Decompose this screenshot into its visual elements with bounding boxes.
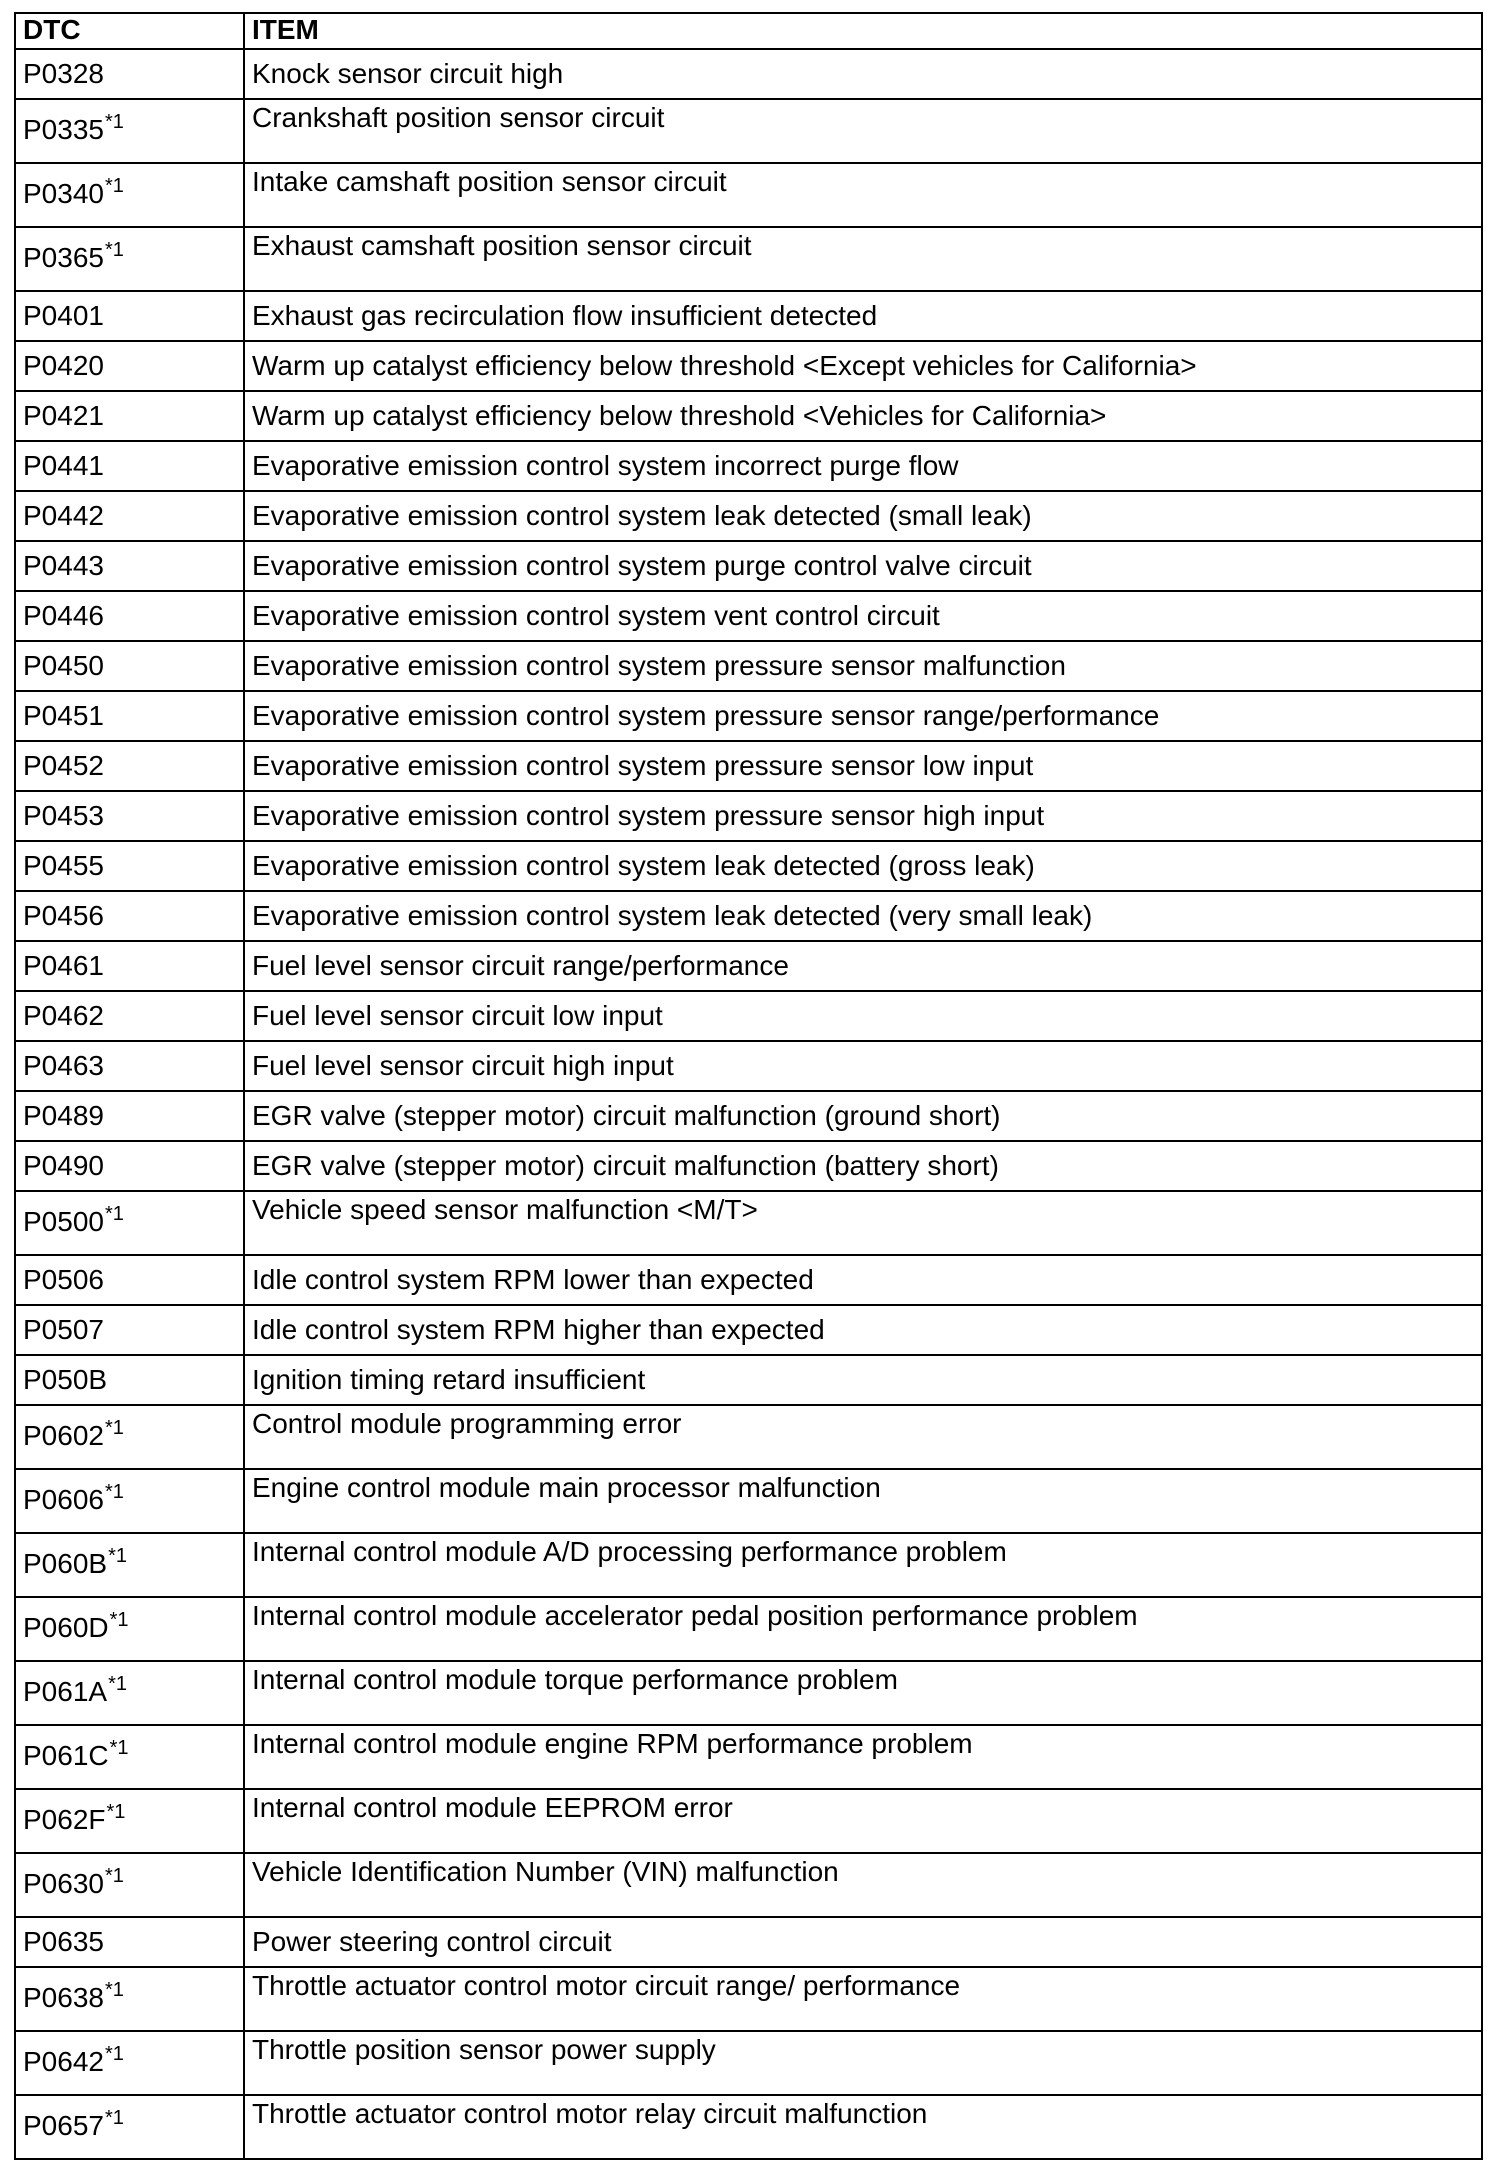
- table-row: [15, 1305, 1482, 1355]
- dtc-item: Throttle actuator control motor relay circuit malfunction: [252, 2098, 928, 2129]
- dtc-item-cell: [244, 227, 1482, 291]
- dtc-item: EGR valve (stepper motor) circuit malfunction (ground short): [252, 1100, 1001, 1131]
- footnote-marker: *1: [104, 2043, 124, 2065]
- dtc-code: P0335: [23, 114, 104, 145]
- dtc-item: Evaporative emission control system incorrect purge flow: [252, 450, 959, 481]
- dtc-item: Evaporative emission control system leak detected (gross leak): [252, 850, 1035, 881]
- dtc-code: P0441: [23, 450, 104, 481]
- dtc-code: P061C: [23, 1740, 109, 1771]
- dtc-table: [14, 12, 1483, 2160]
- dtc-code-cell: [15, 2095, 244, 2159]
- dtc-code: P0490: [23, 1150, 104, 1181]
- dtc-code: P0489: [23, 1100, 104, 1131]
- dtc-item: Fuel level sensor circuit low input: [252, 1000, 663, 1031]
- dtc-code: P0340: [23, 178, 104, 209]
- dtc-code: P0638: [23, 1982, 104, 2013]
- dtc-item-cell: [244, 891, 1482, 941]
- dtc-item-cell: [244, 1789, 1482, 1853]
- dtc-code-cell: [15, 1917, 244, 1967]
- dtc-item: Intake camshaft position sensor circuit: [252, 166, 727, 197]
- dtc-item-cell: [244, 99, 1482, 163]
- dtc-item-cell: [244, 1355, 1482, 1405]
- dtc-code: P0602: [23, 1420, 104, 1451]
- footnote-marker: *1: [104, 175, 124, 197]
- dtc-code: P050B: [23, 1364, 108, 1395]
- footnote-marker: *1: [109, 1737, 129, 1759]
- table-row: [15, 1725, 1482, 1789]
- table-row: [15, 1853, 1482, 1917]
- footnote-marker: *1: [109, 1609, 129, 1631]
- dtc-item-cell: [244, 1469, 1482, 1533]
- dtc-code-cell: [15, 441, 244, 491]
- table-row: [15, 1789, 1482, 1853]
- dtc-item: Idle control system RPM higher than expected: [252, 1314, 825, 1345]
- dtc-item: Exhaust camshaft position sensor circuit: [252, 230, 752, 261]
- table-row: [15, 391, 1482, 441]
- dtc-code: P061A: [23, 1676, 108, 1707]
- dtc-item-cell: [244, 1917, 1482, 1967]
- dtc-item: Fuel level sensor circuit range/performance: [252, 950, 789, 981]
- dtc-code-cell: [15, 1041, 244, 1091]
- dtc-code: P0506: [23, 1264, 104, 1295]
- dtc-item: Knock sensor circuit high: [252, 58, 564, 89]
- table-body: [15, 49, 1482, 2159]
- dtc-item: Evaporative emission control system pressure sensor range/performance: [252, 700, 1160, 731]
- dtc-item: Crankshaft position sensor circuit: [252, 102, 665, 133]
- dtc-item-cell: [244, 1191, 1482, 1255]
- dtc-code: P0606: [23, 1484, 104, 1515]
- dtc-code-cell: [15, 1469, 244, 1533]
- table-row: [15, 2095, 1482, 2159]
- dtc-code-cell: [15, 941, 244, 991]
- dtc-code-cell: [15, 99, 244, 163]
- footnote-marker: *1: [108, 1673, 127, 1695]
- dtc-code-cell: [15, 1355, 244, 1405]
- dtc-item: Control module programming error: [252, 1408, 682, 1439]
- dtc-code-cell: [15, 49, 244, 99]
- dtc-item: Ignition timing retard insufficient: [252, 1364, 646, 1395]
- footnote-marker: *1: [104, 239, 124, 261]
- dtc-code-cell: [15, 641, 244, 691]
- dtc-item-cell: [244, 163, 1482, 227]
- dtc-item: Power steering control circuit: [252, 1926, 612, 1957]
- dtc-item: Fuel level sensor circuit high input: [252, 1050, 674, 1081]
- dtc-item-cell: [244, 441, 1482, 491]
- table-row: [15, 163, 1482, 227]
- dtc-code-cell: [15, 541, 244, 591]
- dtc-code-cell: [15, 991, 244, 1041]
- table-row: [15, 49, 1482, 99]
- footnote-marker: *1: [104, 1417, 124, 1439]
- dtc-code-cell: [15, 2031, 244, 2095]
- dtc-code-cell: [15, 891, 244, 941]
- footnote-marker: *1: [104, 1203, 124, 1225]
- footnote-marker: *1: [104, 1865, 124, 1887]
- dtc-code: P0500: [23, 1206, 104, 1237]
- dtc-code: P0452: [23, 750, 104, 781]
- dtc-code-cell: [15, 841, 244, 891]
- table-row: [15, 1967, 1482, 2031]
- dtc-code-cell: [15, 1661, 244, 1725]
- dtc-code: P0507: [23, 1314, 104, 1345]
- dtc-code-cell: [15, 691, 244, 741]
- dtc-item: Internal control module torque performance problem: [252, 1664, 898, 1695]
- dtc-item: Vehicle Identification Number (VIN) malfunction: [252, 1856, 839, 1887]
- dtc-item-cell: [244, 49, 1482, 99]
- dtc-item: Warm up catalyst efficiency below threshold <Except vehicles for California>: [252, 350, 1197, 381]
- dtc-code-cell: [15, 1191, 244, 1255]
- dtc-code-cell: [15, 741, 244, 791]
- table-row: [15, 1469, 1482, 1533]
- table-row: [15, 1597, 1482, 1661]
- dtc-code: P0442: [23, 500, 104, 531]
- table-row: [15, 491, 1482, 541]
- table-row: [15, 841, 1482, 891]
- dtc-code-cell: [15, 1853, 244, 1917]
- dtc-item-cell: [244, 2031, 1482, 2095]
- dtc-code: P0453: [23, 800, 104, 831]
- dtc-item: Vehicle speed sensor malfunction <M/T>: [252, 1194, 758, 1225]
- dtc-item-cell: [244, 391, 1482, 441]
- dtc-code-cell: [15, 1405, 244, 1469]
- table-row: [15, 99, 1482, 163]
- dtc-item: Evaporative emission control system leak detected (very small leak): [252, 900, 1093, 931]
- table-row: [15, 591, 1482, 641]
- dtc-code: P0365: [23, 242, 104, 273]
- table-row: [15, 441, 1482, 491]
- dtc-code: P0328: [23, 58, 104, 89]
- footnote-marker: *1: [106, 1801, 126, 1823]
- table-row: [15, 1191, 1482, 1255]
- table-row: [15, 641, 1482, 691]
- dtc-item-cell: [244, 1091, 1482, 1141]
- dtc-code-cell: [15, 227, 244, 291]
- table-row: [15, 2031, 1482, 2095]
- dtc-item-cell: [244, 1141, 1482, 1191]
- dtc-code: P0461: [23, 950, 104, 981]
- dtc-item-cell: [244, 591, 1482, 641]
- dtc-item-cell: [244, 841, 1482, 891]
- table-row: [15, 1255, 1482, 1305]
- dtc-code: P0642: [23, 2046, 104, 2077]
- dtc-item: EGR valve (stepper motor) circuit malfunction (battery short): [252, 1150, 999, 1181]
- dtc-code: P060B: [23, 1548, 108, 1579]
- dtc-item-cell: [244, 1041, 1482, 1091]
- dtc-item: Evaporative emission control system leak detected (small leak): [252, 500, 1032, 531]
- dtc-item: Engine control module main processor malfunction: [252, 1472, 881, 1503]
- dtc-code-cell: [15, 1967, 244, 2031]
- dtc-item: Idle control system RPM lower than expected: [252, 1264, 814, 1295]
- dtc-code-cell: [15, 1141, 244, 1191]
- dtc-item: Internal control module EEPROM error: [252, 1792, 733, 1823]
- dtc-code-cell: [15, 1789, 244, 1853]
- table-row: [15, 691, 1482, 741]
- table-row: [15, 1091, 1482, 1141]
- dtc-item: Evaporative emission control system vent control circuit: [252, 600, 940, 631]
- table-row: [15, 541, 1482, 591]
- dtc-item: Internal control module A/D processing performance problem: [252, 1536, 1007, 1567]
- dtc-code-cell: [15, 491, 244, 541]
- dtc-item: Internal control module engine RPM performance problem: [252, 1728, 973, 1759]
- table-row: [15, 1661, 1482, 1725]
- dtc-code-cell: [15, 291, 244, 341]
- dtc-item-cell: [244, 741, 1482, 791]
- dtc-item-cell: [244, 1597, 1482, 1661]
- table-row: [15, 1355, 1482, 1405]
- dtc-code-cell: [15, 591, 244, 641]
- dtc-item-cell: [244, 791, 1482, 841]
- dtc-code: P0635: [23, 1926, 104, 1957]
- dtc-item-cell: [244, 1405, 1482, 1469]
- dtc-code-cell: [15, 1597, 244, 1661]
- dtc-code-cell: [15, 341, 244, 391]
- dtc-item-cell: [244, 341, 1482, 391]
- footnote-marker: *1: [104, 111, 124, 133]
- table-row: [15, 1041, 1482, 1091]
- dtc-item: Evaporative emission control system pressure sensor malfunction: [252, 650, 1066, 681]
- dtc-item: Internal control module accelerator pedal position performance problem: [252, 1600, 1138, 1631]
- dtc-item: Throttle actuator control motor circuit range/ performance: [252, 1970, 961, 2001]
- dtc-code: P0657: [23, 2110, 104, 2141]
- dtc-item: Evaporative emission control system pressure sensor low input: [252, 750, 1034, 781]
- dtc-code: P0450: [23, 650, 104, 681]
- table-row: [15, 791, 1482, 841]
- dtc-code: P0443: [23, 550, 104, 581]
- dtc-code: P0456: [23, 900, 104, 931]
- table-row: [15, 891, 1482, 941]
- dtc-code-cell: [15, 1255, 244, 1305]
- table-row: [15, 1533, 1482, 1597]
- dtc-code: P0455: [23, 850, 104, 881]
- dtc-item-cell: [244, 1661, 1482, 1725]
- dtc-code-cell: [15, 1725, 244, 1789]
- dtc-code-cell: [15, 391, 244, 441]
- table-row: [15, 341, 1482, 391]
- dtc-code-cell: [15, 163, 244, 227]
- dtc-code: P0421: [23, 400, 104, 431]
- dtc-code-cell: [15, 1305, 244, 1355]
- dtc-item-cell: [244, 2095, 1482, 2159]
- dtc-item: Evaporative emission control system pressure sensor high input: [252, 800, 1045, 831]
- dtc-item-cell: [244, 541, 1482, 591]
- dtc-item-cell: [244, 641, 1482, 691]
- table-row: [15, 1405, 1482, 1469]
- table-row: [15, 291, 1482, 341]
- footnote-marker: *1: [108, 1545, 127, 1567]
- table-row: [15, 1141, 1482, 1191]
- dtc-item-cell: [244, 1853, 1482, 1917]
- dtc-item-cell: [244, 1305, 1482, 1355]
- table-row: [15, 741, 1482, 791]
- header-dtc: DTC: [15, 13, 244, 49]
- dtc-item-cell: [244, 941, 1482, 991]
- table-row: [15, 941, 1482, 991]
- dtc-item-cell: [244, 1255, 1482, 1305]
- dtc-code-cell: [15, 1091, 244, 1141]
- dtc-item-cell: [244, 991, 1482, 1041]
- dtc-item-cell: [244, 491, 1482, 541]
- table-row: [15, 991, 1482, 1041]
- dtc-code: P0401: [23, 300, 104, 331]
- dtc-code: P0463: [23, 1050, 104, 1081]
- footnote-marker: *1: [104, 2107, 124, 2129]
- dtc-code: P0420: [23, 350, 104, 381]
- dtc-item-cell: [244, 1725, 1482, 1789]
- footnote-marker: *1: [104, 1481, 124, 1503]
- dtc-code: P062F: [23, 1804, 106, 1835]
- dtc-code: P060D: [23, 1612, 109, 1643]
- dtc-item-cell: [244, 291, 1482, 341]
- dtc-code-cell: [15, 791, 244, 841]
- dtc-code-cell: [15, 1533, 244, 1597]
- header-item: ITEM: [244, 13, 1482, 49]
- dtc-item: Exhaust gas recirculation flow insufficient detected: [252, 300, 878, 331]
- dtc-code: P0630: [23, 1868, 104, 1899]
- dtc-code: P0451: [23, 700, 104, 731]
- dtc-item-cell: [244, 691, 1482, 741]
- dtc-item-cell: [244, 1533, 1482, 1597]
- table-row: [15, 227, 1482, 291]
- dtc-code: P0446: [23, 600, 104, 631]
- dtc-code: P0462: [23, 1000, 104, 1031]
- table-row: [15, 1917, 1482, 1967]
- dtc-item: Evaporative emission control system purge control valve circuit: [252, 550, 1032, 581]
- footnote-marker: *1: [104, 1979, 124, 2001]
- table-header-row: [15, 13, 1482, 49]
- dtc-item: Throttle position sensor power supply: [252, 2034, 716, 2065]
- dtc-item: Warm up catalyst efficiency below threshold <Vehicles for California>: [252, 400, 1107, 431]
- dtc-item-cell: [244, 1967, 1482, 2031]
